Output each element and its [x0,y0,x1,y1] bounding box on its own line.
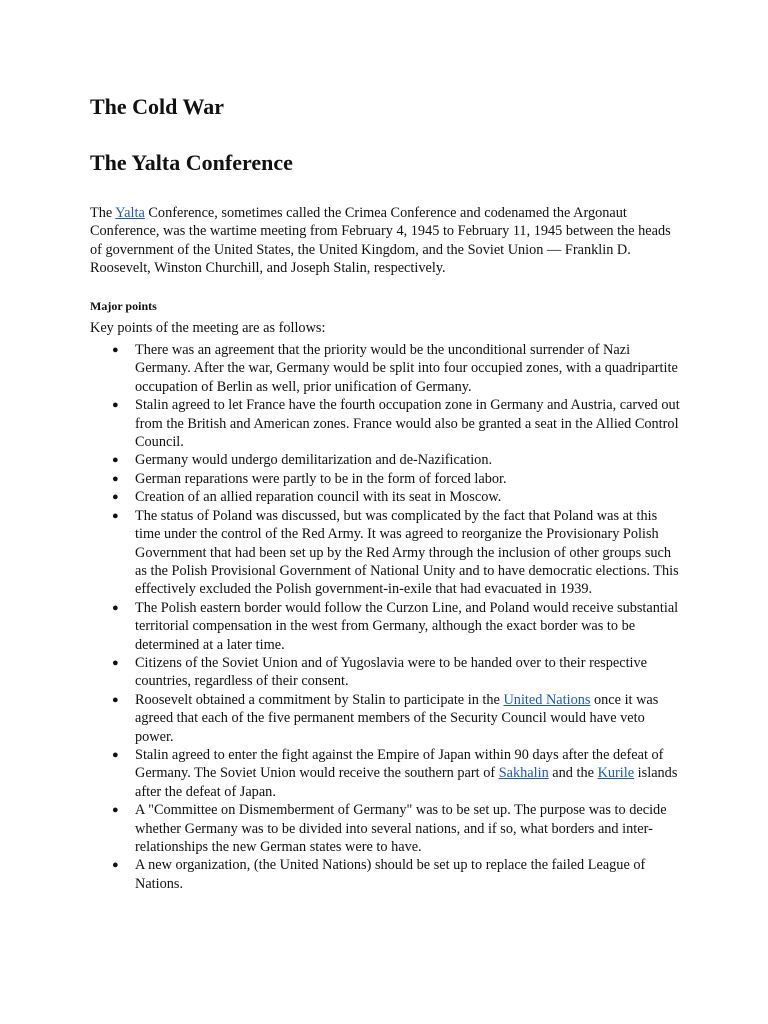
yalta-link[interactable]: Yalta [115,205,145,221]
bullet-icon: ● [112,804,119,817]
list-item [90,856,680,893]
list-item [90,746,680,801]
list-item [90,470,680,488]
list-item-text: Citizens of the Soviet Union and of Yugoslavia were to be handed over to their respective countries, regardless of their consent. [135,654,648,690]
bullet-icon: ● [112,859,119,872]
section-title: The Yalta Conference [90,150,293,175]
list-item [90,801,680,856]
intro-paragraph [90,204,680,278]
list-item-text: Roosevelt obtained a commitment by Stalin to participate in the [135,691,504,708]
list-item-text: and the [548,765,598,782]
list-item [90,507,680,599]
list-item-text: There was an agreement that the priority would be the unconditional surrender of Nazi Germany. After the war, Germany would be split into four occupied zones, with a quadripartite occupation of Berlin as well, prior unification of Germany. [135,342,678,395]
list-item [90,654,680,691]
document-title: The Cold War [90,94,225,119]
bullet-icon: ● [112,693,119,706]
bullet-icon: ● [112,399,119,412]
bullet-icon: ● [112,454,119,467]
kurile-link[interactable]: Kurile [597,765,635,782]
list-item-text: Creation of an allied reparation council with its seat in Moscow. [135,489,502,506]
major-points-heading: Major points [90,298,157,313]
bullet-icon: ● [112,748,119,761]
intro-text-pre: The [90,205,116,221]
list-item-text: The Polish eastern border would follow the Curzon Line, and Poland would receive substantial territorial compensation in the west from Germany, although the exact border was to be determined at a later time. [135,599,679,653]
list-item [90,599,680,654]
list-item-text: islands after the defeat of Japan. [135,765,678,800]
bullet-icon: ● [112,472,119,485]
list-item-text: Germany would undergo demilitarization and de-Nazification. [135,452,493,469]
key-points-list [90,341,680,893]
bullet-icon: ● [112,601,119,614]
bullet-icon: ● [112,491,119,504]
document-content [90,92,680,893]
bullet-icon: ● [112,656,119,669]
list-item-text: The status of Poland was discussed, but was complicated by the fact that Poland was at this time under the control of the Red Army. It was agreed to reorganize the Provisionary Polish Government that had been set up by the Red Army through the inclusion of other groups such as the Polish Provisional Government of National Unity and to have democratic elections. This effectively excluded the Polish government-in-exile that had evacuated in 1939. [135,507,679,598]
list-item-text: Stalin agreed to let France have the fourth occupation zone in Germany and Austria, carved out from the British and American zones. France would also be granted a seat in the Allied Control Council. [135,397,680,451]
sakhalin-link[interactable]: Sakhalin [498,765,549,782]
lead-sentence: Key points of the meeting are as follows: [90,319,326,336]
bullet-icon: ● [112,509,119,522]
list-item-text: A "Committee on Dismemberment of Germany" was to be set up. The purpose was to decide whether Germany was to be divided into several nations, and if so, what borders and inter-relationships the new German states were to have. [135,802,667,855]
list-item-text: A new organization, (the United Nations) should be set up to replace the failed League of Nations. [135,857,646,892]
bullet-icon: ● [112,344,119,357]
list-item-text: German reparations were partly to be in the form of forced labor. [135,470,507,487]
list-item-text: once it was agreed that each of the five permanent members of the Security Council would have veto power. [135,691,659,745]
list-item [90,341,680,396]
list-item [90,451,680,469]
list-item-text: Stalin agreed to enter the fight against the Empire of Japan within 90 days after the defeat of Germany. The Soviet Union would receive the southern part of [135,746,664,782]
intro-text-post: Conference, sometimes called the Crimea Conference and codenamed the Argonaut Conference, was the wartime meeting from February 4, 1945 to February 11, 1945 between the heads of government of the United States, the United Kingdom, and the Soviet Union — Franklin D. Roosevelt, Winston Churchill, and Joseph Stalin, respectively. [90,205,671,277]
list-item [90,488,680,506]
list-item [90,396,680,451]
list-item [90,691,680,746]
united-nations-link[interactable]: United Nations [503,691,591,708]
